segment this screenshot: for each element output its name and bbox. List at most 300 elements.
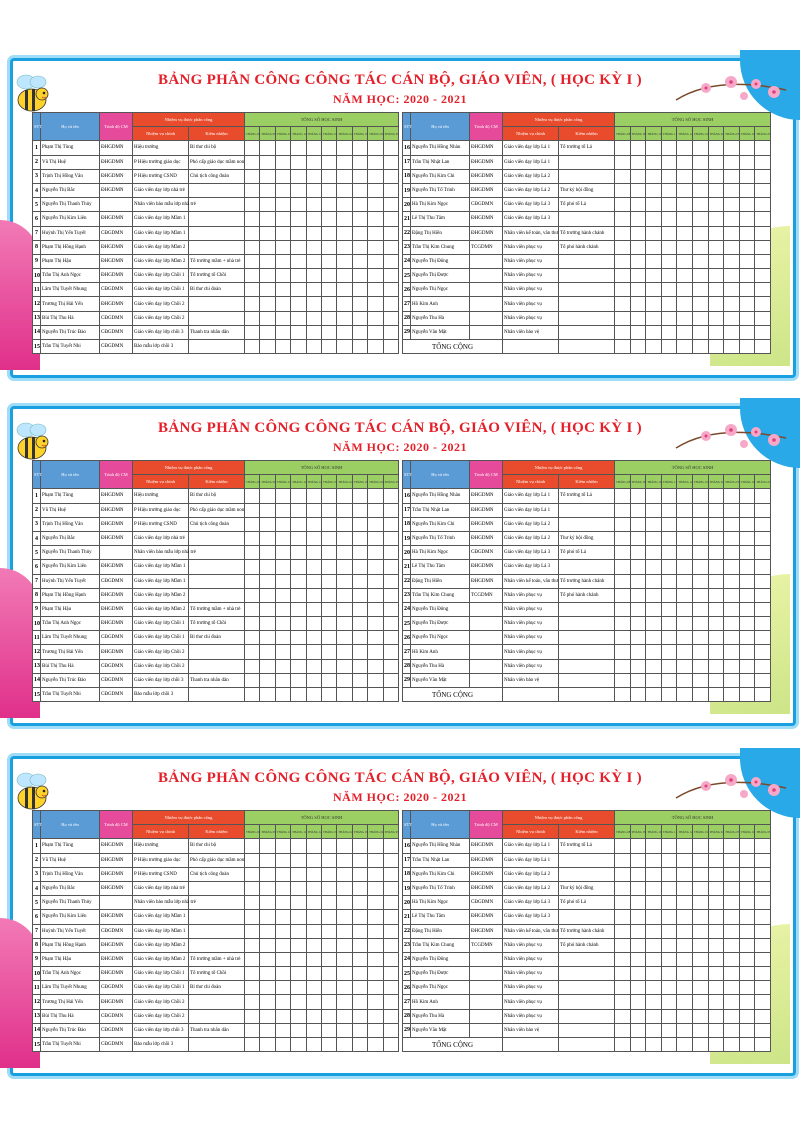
month-cell: [755, 839, 771, 853]
month-cell: [337, 881, 352, 895]
row-extra-task: [189, 297, 245, 311]
month-cell: [291, 617, 306, 631]
row-main-task: Giáo viên dạy lớp Lá 1: [503, 853, 559, 867]
month-cell: [739, 602, 755, 616]
row-stt: 24: [403, 602, 411, 616]
month-cell: [755, 325, 771, 339]
month-cell: [661, 881, 677, 895]
table-row: [33, 240, 399, 254]
month-cell: [661, 588, 677, 602]
month-cell: [630, 981, 646, 995]
month-cell: [739, 226, 755, 240]
row-name: Nguyễn Thị Kim Chi: [411, 517, 470, 531]
row-level: ĐHGDMN: [100, 853, 133, 867]
month-cell: [291, 602, 306, 616]
month-cell: [383, 896, 399, 910]
row-name: Trần Thị Anh Ngọc: [41, 269, 100, 283]
row-extra-task: [189, 240, 245, 254]
month-cell: [306, 617, 321, 631]
row-level: ĐHGDMN: [100, 839, 133, 853]
row-extra-task: [189, 226, 245, 240]
row-stt: 1: [33, 839, 41, 853]
month-cell: [646, 645, 662, 659]
month-cell: [291, 588, 306, 602]
header-month: THÁNG 02: [337, 475, 352, 489]
month-cell: [646, 910, 662, 924]
board-title: BẢNG PHÂN CÔNG CÔNG TÁC CÁN BỘ, GIÁO VIÊN, ( HỌC KỲ I ): [158, 770, 642, 786]
month-cell: [615, 938, 631, 952]
row-main-task: Giáo viên dạy lớp Lá 2: [503, 881, 559, 895]
row-level: ĐHGDMN: [100, 254, 133, 268]
month-cell: [677, 981, 693, 995]
header-month: THÁNG 04: [368, 127, 383, 141]
month-cell: [275, 297, 290, 311]
row-stt: 9: [33, 602, 41, 616]
month-cell: [337, 183, 352, 197]
month-cell: [245, 311, 260, 325]
row-extra-task: Tổ trưởng mầm + nhà trẻ: [189, 952, 245, 966]
row-stt: 6: [33, 560, 41, 574]
row-extra-task: [559, 311, 615, 325]
month-cell: [291, 938, 306, 952]
month-cell: [677, 853, 693, 867]
month-cell: [352, 867, 367, 881]
month-cell: [615, 531, 631, 545]
row-extra-task: Tổ trưởng tổ Lá: [559, 141, 615, 155]
month-cell: [275, 517, 290, 531]
month-cell: [245, 226, 260, 240]
table-row: [403, 531, 771, 545]
row-level: ĐHGDMN: [470, 212, 503, 226]
row-stt: 28: [403, 1009, 411, 1023]
month-cell: [368, 283, 383, 297]
month-cell: [275, 924, 290, 938]
row-extra-task: [189, 546, 245, 560]
header-month: THÁNG 11: [291, 127, 306, 141]
assignment-table-left: [32, 460, 399, 702]
month-cell: [724, 981, 740, 995]
month-cell: [692, 169, 708, 183]
month-cell: [383, 839, 399, 853]
month-cell: [260, 867, 275, 881]
header-month: THÁNG 11: [291, 825, 306, 839]
month-cell: [306, 531, 321, 545]
row-stt: 5: [33, 198, 41, 212]
row-main-task: Nhân viên phục vụ: [503, 311, 559, 325]
month-cell: [368, 254, 383, 268]
month-cell: [352, 169, 367, 183]
month-cell: [724, 924, 740, 938]
row-stt: 27: [403, 995, 411, 1009]
total-cell: [724, 340, 740, 354]
total-cell: [677, 340, 693, 354]
row-level: ĐHGDMN: [100, 867, 133, 881]
month-cell: [306, 503, 321, 517]
month-cell: [275, 574, 290, 588]
month-cell: [646, 617, 662, 631]
month-cell: [739, 995, 755, 1009]
month-cell: [661, 297, 677, 311]
header-month: THÁNG 10: [646, 825, 662, 839]
row-name: Trịnh Thị Hồng Vân: [41, 169, 100, 183]
month-cell: [383, 602, 399, 616]
row-name: Nguyễn Thu Hà: [411, 1009, 470, 1023]
table-row: [403, 881, 771, 895]
table-row: [403, 574, 771, 588]
row-main-task: Giáo viên dạy lớp chồi 3: [133, 1023, 189, 1037]
row-extra-task: Phó cấp giáo dục mầm non: [189, 853, 245, 867]
month-cell: [306, 226, 321, 240]
month-cell: [739, 169, 755, 183]
month-cell: [739, 212, 755, 226]
month-cell: [739, 155, 755, 169]
row-level: CĐGDMN: [100, 340, 133, 354]
month-cell: [646, 254, 662, 268]
school-year: NĂM HỌC: 2020 - 2021: [333, 790, 467, 804]
row-extra-task: [559, 910, 615, 924]
month-cell: [615, 995, 631, 1009]
month-cell: [739, 141, 755, 155]
header-extra-task: Kiêm nhiệm: [189, 825, 245, 839]
month-cell: [352, 896, 367, 910]
month-cell: [260, 981, 275, 995]
month-cell: [321, 673, 336, 687]
table-row: [33, 560, 399, 574]
month-cell: [661, 574, 677, 588]
month-cell: [291, 325, 306, 339]
month-cell: [677, 617, 693, 631]
row-extra-task: Bí thư chi đoàn: [189, 981, 245, 995]
total-row: [403, 688, 771, 702]
month-cell: [724, 574, 740, 588]
month-cell: [352, 673, 367, 687]
total-cell: [615, 340, 631, 354]
month-cell: [383, 938, 399, 952]
row-stt: 12: [33, 995, 41, 1009]
month-cell: [661, 853, 677, 867]
row-stt: 5: [33, 546, 41, 560]
month-cell: [275, 340, 290, 354]
month-cell: [368, 853, 383, 867]
row-level: [470, 269, 503, 283]
row-stt: 28: [403, 659, 411, 673]
month-cell: [661, 325, 677, 339]
month-cell: [275, 311, 290, 325]
month-cell: [677, 896, 693, 910]
month-cell: [275, 226, 290, 240]
month-cell: [724, 673, 740, 687]
row-stt: 4: [33, 881, 41, 895]
row-extra-task: Tổ phó tổ Lá: [559, 896, 615, 910]
month-cell: [368, 867, 383, 881]
month-cell: [383, 283, 399, 297]
month-cell: [677, 839, 693, 853]
month-cell: [368, 169, 383, 183]
total-cell: [503, 688, 559, 702]
row-level: ĐHGDMN: [100, 910, 133, 924]
total-cell: [661, 688, 677, 702]
month-cell: [260, 1038, 275, 1052]
month-cell: [245, 155, 260, 169]
month-cell: [755, 226, 771, 240]
month-cell: [630, 659, 646, 673]
row-level: ĐHGDMN: [100, 141, 133, 155]
row-extra-task: [559, 155, 615, 169]
row-extra-task: Thanh tra nhân dân: [189, 673, 245, 687]
month-cell: [260, 924, 275, 938]
month-cell: [321, 141, 336, 155]
month-cell: [646, 503, 662, 517]
row-stt: 14: [33, 1023, 41, 1037]
month-cell: [275, 981, 290, 995]
month-cell: [692, 967, 708, 981]
month-cell: [661, 896, 677, 910]
row-level: CĐGDMN: [100, 1023, 133, 1037]
header-month: THÁNG 09: [630, 127, 646, 141]
month-cell: [275, 198, 290, 212]
month-cell: [661, 924, 677, 938]
month-cell: [245, 254, 260, 268]
month-cell: [755, 198, 771, 212]
month-cell: [615, 896, 631, 910]
month-cell: [260, 311, 275, 325]
month-cell: [724, 226, 740, 240]
month-cell: [661, 673, 677, 687]
month-cell: [245, 283, 260, 297]
month-cell: [368, 896, 383, 910]
month-cell: [739, 881, 755, 895]
month-cell: [383, 517, 399, 531]
header-month: THÁNG 03: [724, 825, 740, 839]
month-cell: [615, 283, 631, 297]
month-cell: [646, 967, 662, 981]
row-main-task: P Hiệu trưởng giáo dục: [133, 853, 189, 867]
month-cell: [615, 155, 631, 169]
month-cell: [708, 269, 724, 283]
row-main-task: Nhân viên phục vụ: [503, 240, 559, 254]
month-cell: [677, 325, 693, 339]
total-cell: [646, 688, 662, 702]
row-level: ĐHGDMN: [470, 881, 503, 895]
table-row: [33, 631, 399, 645]
month-cell: [245, 924, 260, 938]
month-cell: [245, 325, 260, 339]
month-cell: [352, 574, 367, 588]
month-cell: [724, 967, 740, 981]
month-cell: [321, 297, 336, 311]
row-stt: 21: [403, 910, 411, 924]
month-cell: [291, 952, 306, 966]
month-cell: [275, 867, 290, 881]
table-row: [33, 896, 399, 910]
month-cell: [306, 853, 321, 867]
month-cell: [692, 254, 708, 268]
month-cell: [291, 910, 306, 924]
row-level: [470, 602, 503, 616]
month-cell: [739, 910, 755, 924]
total-cell: [630, 1038, 646, 1052]
month-cell: [368, 531, 383, 545]
row-main-task: Giáo viên dạy lớp Mầm 1: [133, 910, 189, 924]
row-extra-task: Thanh tra nhân dân: [189, 1023, 245, 1037]
month-cell: [306, 517, 321, 531]
month-cell: [615, 198, 631, 212]
month-cell: [677, 531, 693, 545]
month-cell: [291, 226, 306, 240]
header-month: THÁNG 10: [275, 825, 290, 839]
month-cell: [368, 881, 383, 895]
month-cell: [368, 240, 383, 254]
month-cell: [708, 995, 724, 1009]
month-cell: [739, 938, 755, 952]
month-cell: [275, 212, 290, 226]
month-cell: [352, 155, 367, 169]
month-cell: [677, 546, 693, 560]
row-extra-task: Tổ trưởng hành chánh: [559, 226, 615, 240]
month-cell: [337, 517, 352, 531]
month-cell: [724, 631, 740, 645]
month-cell: [661, 631, 677, 645]
month-cell: [692, 283, 708, 297]
month-cell: [275, 1023, 290, 1037]
month-cell: [692, 183, 708, 197]
month-cell: [321, 212, 336, 226]
header-total-students: TỔNG SỐ HỌC SINH: [615, 461, 771, 475]
table-row: [403, 910, 771, 924]
month-cell: [383, 531, 399, 545]
row-main-task: Hiệu trưởng: [133, 141, 189, 155]
month-cell: [661, 967, 677, 981]
table-row: [403, 867, 771, 881]
month-cell: [724, 896, 740, 910]
table-row: [403, 659, 771, 673]
month-cell: [692, 269, 708, 283]
row-level: CĐGDMN: [470, 198, 503, 212]
table-row: [33, 297, 399, 311]
header-month: THÁNG 01: [692, 127, 708, 141]
month-cell: [383, 183, 399, 197]
month-cell: [677, 938, 693, 952]
row-name: Hà Thị Kim Ngọc: [411, 546, 470, 560]
row-name: Vũ Thị Huệ: [41, 853, 100, 867]
month-cell: [352, 198, 367, 212]
month-cell: [291, 1009, 306, 1023]
row-level: ĐHGDMN: [100, 645, 133, 659]
row-level: CĐGDMN: [100, 283, 133, 297]
month-cell: [368, 226, 383, 240]
month-cell: [352, 311, 367, 325]
month-cell: [661, 938, 677, 952]
month-cell: [275, 881, 290, 895]
month-cell: [661, 212, 677, 226]
month-cell: [352, 226, 367, 240]
row-extra-task: Thư ký hội đồng: [559, 183, 615, 197]
row-stt: 24: [403, 952, 411, 966]
month-cell: [352, 659, 367, 673]
month-cell: [260, 141, 275, 155]
row-extra-task: [559, 297, 615, 311]
month-cell: [646, 881, 662, 895]
row-level: [100, 198, 133, 212]
month-cell: [724, 141, 740, 155]
month-cell: [291, 254, 306, 268]
month-cell: [321, 198, 336, 212]
month-cell: [383, 981, 399, 995]
month-cell: [368, 981, 383, 995]
row-name: Nguyễn Thị Thanh Thủy: [41, 896, 100, 910]
month-cell: [630, 881, 646, 895]
row-level: [470, 297, 503, 311]
month-cell: [291, 183, 306, 197]
month-cell: [368, 297, 383, 311]
month-cell: [692, 617, 708, 631]
header-month: THÁNG 11: [661, 825, 677, 839]
month-cell: [306, 867, 321, 881]
row-extra-task: [559, 853, 615, 867]
month-cell: [708, 489, 724, 503]
header-month: THÁNG 01: [321, 127, 336, 141]
month-cell: [739, 198, 755, 212]
month-cell: [275, 503, 290, 517]
total-cell: [630, 340, 646, 354]
month-cell: [755, 269, 771, 283]
month-cell: [383, 212, 399, 226]
month-cell: [275, 659, 290, 673]
month-cell: [245, 1009, 260, 1023]
month-cell: [260, 938, 275, 952]
month-cell: [383, 853, 399, 867]
month-cell: [677, 910, 693, 924]
header-month: THÁNG 12: [677, 475, 693, 489]
row-level: ĐHGDMN: [470, 560, 503, 574]
month-cell: [630, 896, 646, 910]
row-name: Nguyễn Thị Trúc Đào: [41, 673, 100, 687]
row-extra-task: [559, 967, 615, 981]
table-row: [33, 141, 399, 155]
month-cell: [321, 896, 336, 910]
month-cell: [337, 896, 352, 910]
row-main-task: Giáo viên dạy lớp Mầm 2: [133, 602, 189, 616]
month-cell: [337, 297, 352, 311]
table-row: [33, 967, 399, 981]
month-cell: [755, 531, 771, 545]
row-name: Hà Thị Kim Ngọc: [411, 896, 470, 910]
month-cell: [692, 896, 708, 910]
row-extra-task: Bí thư chi bộ: [189, 489, 245, 503]
header-month: THÁNG 03: [352, 825, 367, 839]
month-cell: [306, 560, 321, 574]
row-name: Huỳnh Thị Yến Tuyết: [41, 574, 100, 588]
month-cell: [275, 967, 290, 981]
row-name: Trần Thị Nhật Lan: [411, 155, 470, 169]
month-cell: [337, 546, 352, 560]
row-level: CĐGDMN: [100, 673, 133, 687]
total-cell: [739, 688, 755, 702]
row-level: [470, 967, 503, 981]
row-stt: 8: [33, 588, 41, 602]
month-cell: [739, 617, 755, 631]
month-cell: [630, 141, 646, 155]
table-row: [403, 995, 771, 1009]
month-cell: [383, 1023, 399, 1037]
month-cell: [275, 1009, 290, 1023]
row-name: Nguyễn Thị Được: [411, 269, 470, 283]
row-name: Nguyễn Thị Đông: [411, 602, 470, 616]
row-name: Bùi Thị Thu Hà: [41, 1009, 100, 1023]
month-cell: [677, 183, 693, 197]
month-cell: [383, 198, 399, 212]
month-cell: [337, 226, 352, 240]
